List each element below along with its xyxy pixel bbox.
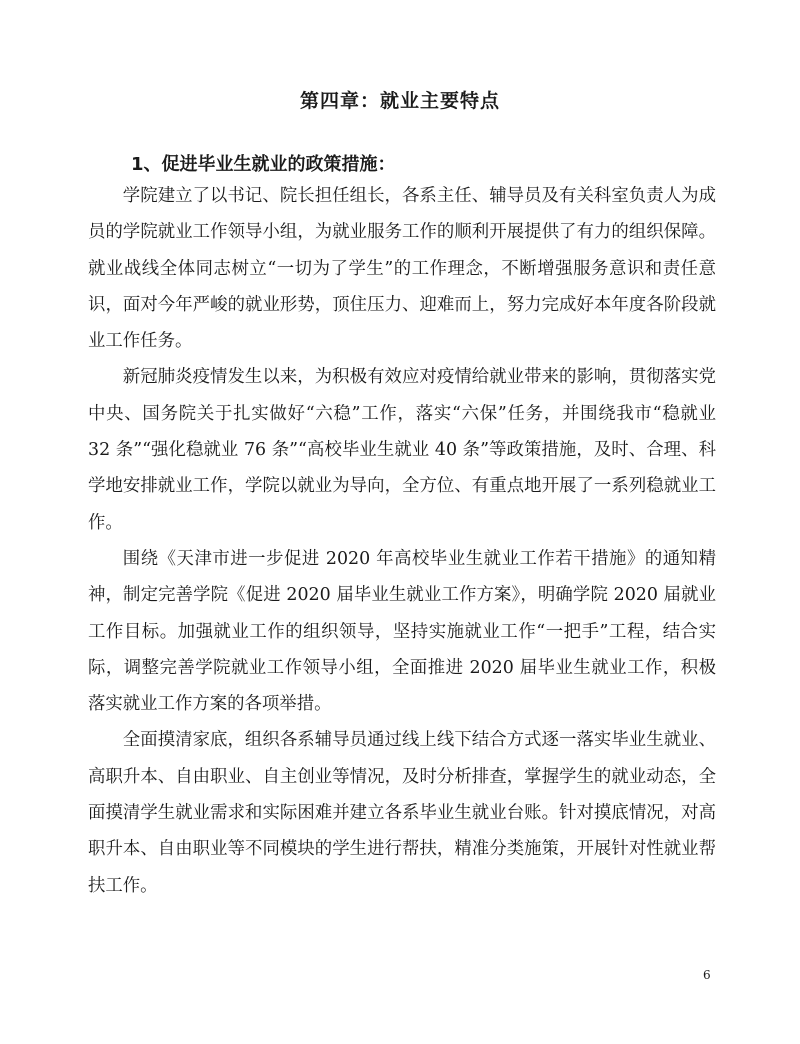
body-text bbox=[88, 178, 716, 904]
page-number: 6 bbox=[703, 968, 711, 982]
paragraph: 全面摸清家底，组织各系辅导员通过线上线下结合方式逐一落实毕业生就业、高职升本、自由职业、自主创业等情况，及时分析排查，掌握学生的就业动态，全面摸清学生就业需求和实际困难并建立各系毕业生就业台账。针对摸底情况，对高职升本、自由职业等不同模块的学生进行帮扶，精准分类施策，开展针对性就业帮扶工作。 bbox=[88, 730, 716, 896]
paragraph: 学院建立了以书记、院长担任组长，各系主任、辅导员及有关科室负责人为成员的学院就业工作领导小组，为就业服务工作的顺利开展提供了有力的组织保障。就业战线全体同志树立“一切为了学生”的工作理念，不断增强服务意识和责任意识，面对今年严峻的就业形势，顶住压力、迎难而上，努力完成好本年度各阶段就业工作任务。 bbox=[88, 186, 716, 352]
section-heading: 1、促进毕业生就业的政策措施： bbox=[131, 154, 396, 175]
paragraph: 围绕《天津市进一步促进 2020 年高校毕业生就业工作若干措施》的通知精神，制定完善学院《促进 2020 届毕业生就业工作方案》，明确学院 2020 届就业工作目标。加强就业工作的组织领导，坚持实施就业工作“一把手”工程，结合实际，调整完善学院就业工作领导小组，全面推进 2020 届毕业生就业工作，积极落实就业工作方案的各项举措。 bbox=[88, 548, 716, 715]
chapter-title: 第四章：就业主要特点 bbox=[299, 90, 500, 112]
paragraph: 新冠肺炎疫情发生以来，为积极有效应对疫情给就业带来的影响，贯彻落实党中央、国务院关于扎实做好“六稳”工作，落实“六保”任务，并围绕我市“稳就业 32 条”“强化稳就业 76 条”“高校毕业生就业 40 条”等政策措施，及时、合理、科学地安排就业工作，学院以就业为导向，全方位、有重点地开展了一系列稳就业工作。 bbox=[88, 367, 716, 533]
